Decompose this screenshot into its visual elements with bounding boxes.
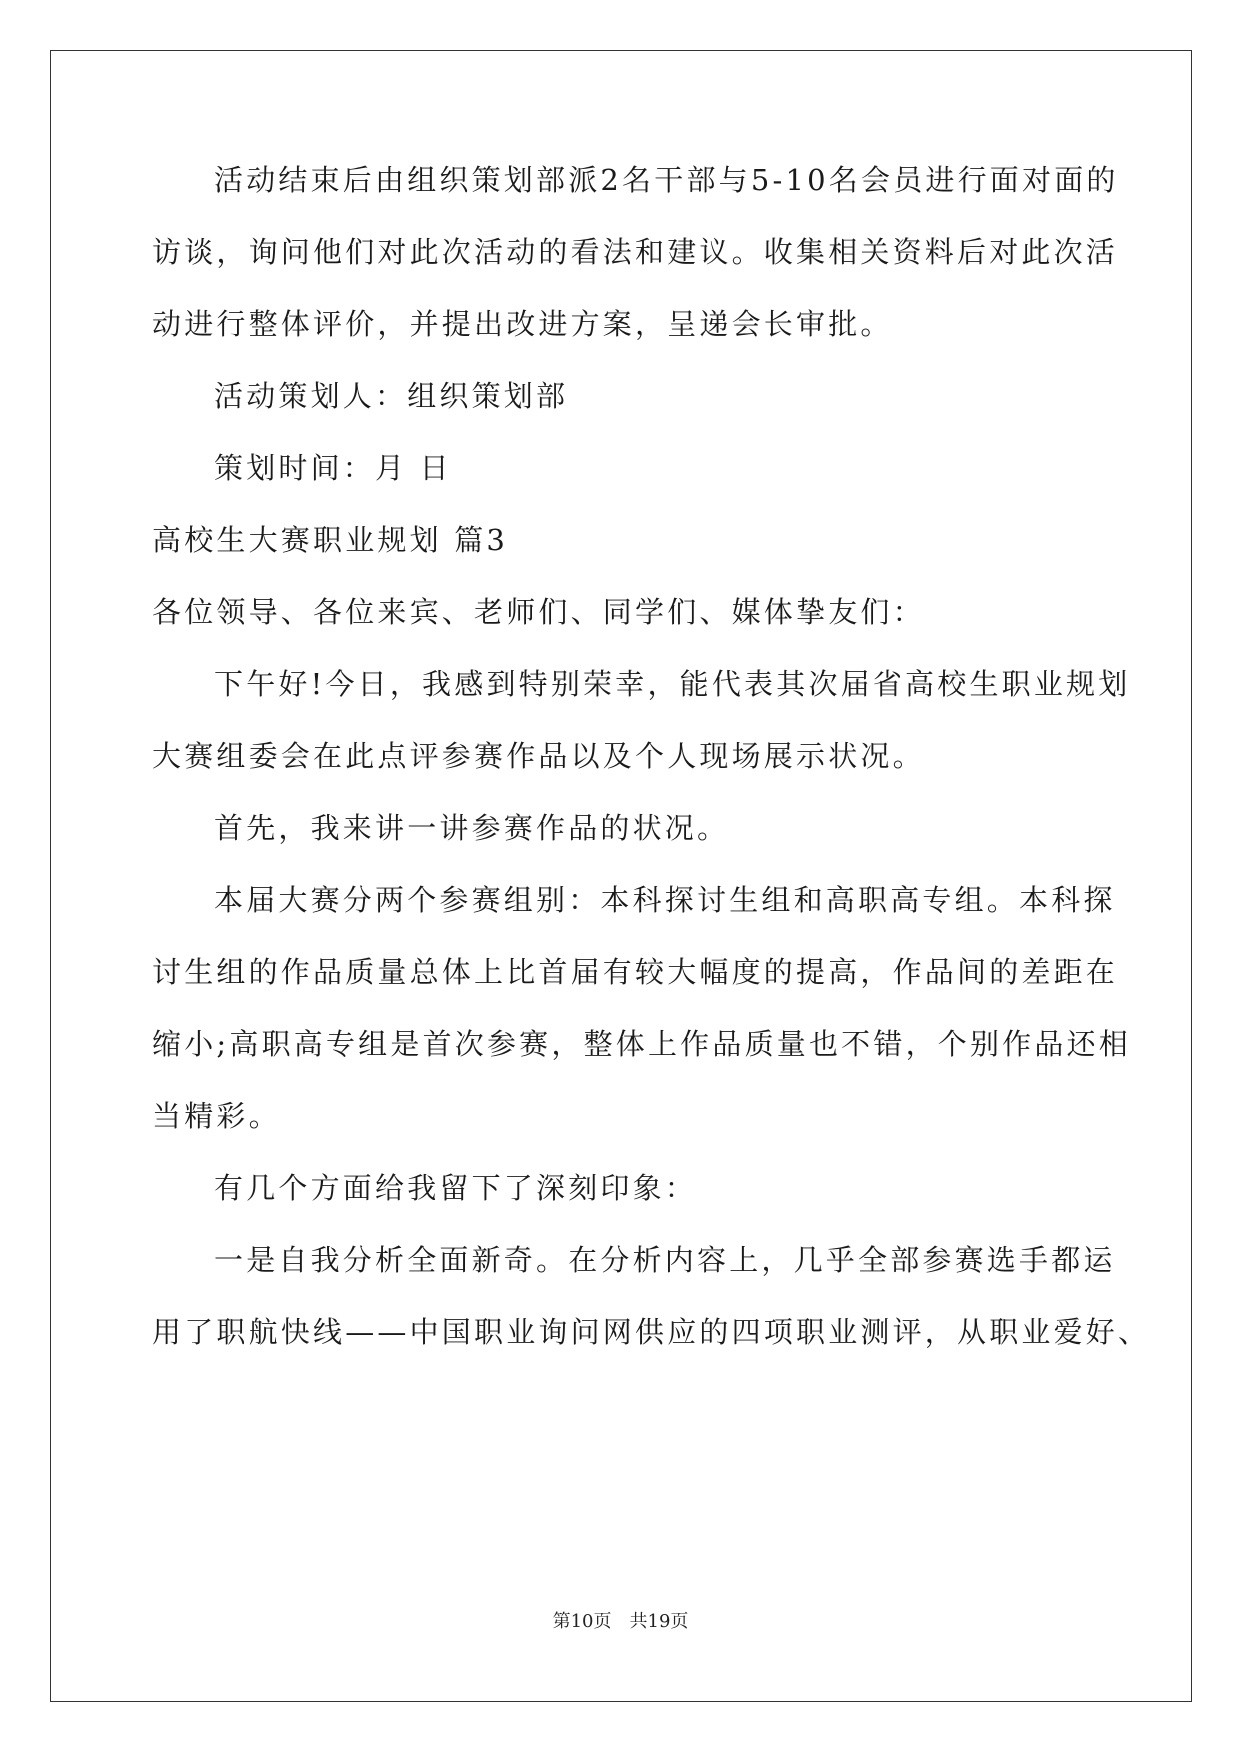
text-line-14: 当精彩。 — [152, 1099, 281, 1133]
section-heading: 高校生大赛职业规划 篇3 — [152, 523, 509, 557]
page-total: 共19页 — [629, 1611, 689, 1632]
text-line-7: 各位领导、各位来宾、老师们、同学们、媒体挚友们： — [152, 595, 925, 629]
text-line-4: 活动策划人：组织策划部 — [214, 379, 569, 413]
text-line-10: 首先，我来讲一讲参赛作品的状况。 — [214, 811, 730, 845]
text-line-1: 活动结束后由组织策划部派2名干部与5-10名会员进行面对面的 — [214, 163, 1119, 197]
text-line-9: 大赛组委会在此点评参赛作品以及个人现场展示状况。 — [152, 739, 925, 773]
text-line-3: 动进行整体评价，并提出改进方案，呈递会长审批。 — [152, 307, 893, 341]
text-line-12: 讨生组的作品质量总体上比首届有较大幅度的提高，作品间的差距在 — [152, 955, 1119, 989]
text-line-8: 下午好!今日，我感到特别荣幸，能代表其次届省高校生职业规划 — [214, 667, 1131, 701]
text-line-15: 有几个方面给我留下了深刻印象： — [214, 1171, 698, 1205]
text-line-17: 用了职航快线——中国职业询问网供应的四项职业测评，从职业爱好、 — [152, 1315, 1151, 1349]
page-number: 第10页 — [552, 1611, 612, 1632]
text-line-5: 策划时间：月 日 — [214, 451, 452, 485]
text-line-2: 访谈，询问他们对此次活动的看法和建议。收集相关资料后对此次活 — [152, 235, 1119, 269]
text-line-13: 缩小;高职高专组是首次参赛，整体上作品质量也不错，个别作品还相 — [152, 1027, 1131, 1061]
page-footer — [0, 1610, 1241, 1634]
text-line-11: 本届大赛分两个参赛组别：本科探讨生组和高职高专组。本科探 — [214, 883, 1116, 917]
page-border — [50, 50, 1192, 1702]
text-line-16: 一是自我分析全面新奇。在分析内容上，几乎全部参赛选手都运 — [214, 1243, 1116, 1277]
